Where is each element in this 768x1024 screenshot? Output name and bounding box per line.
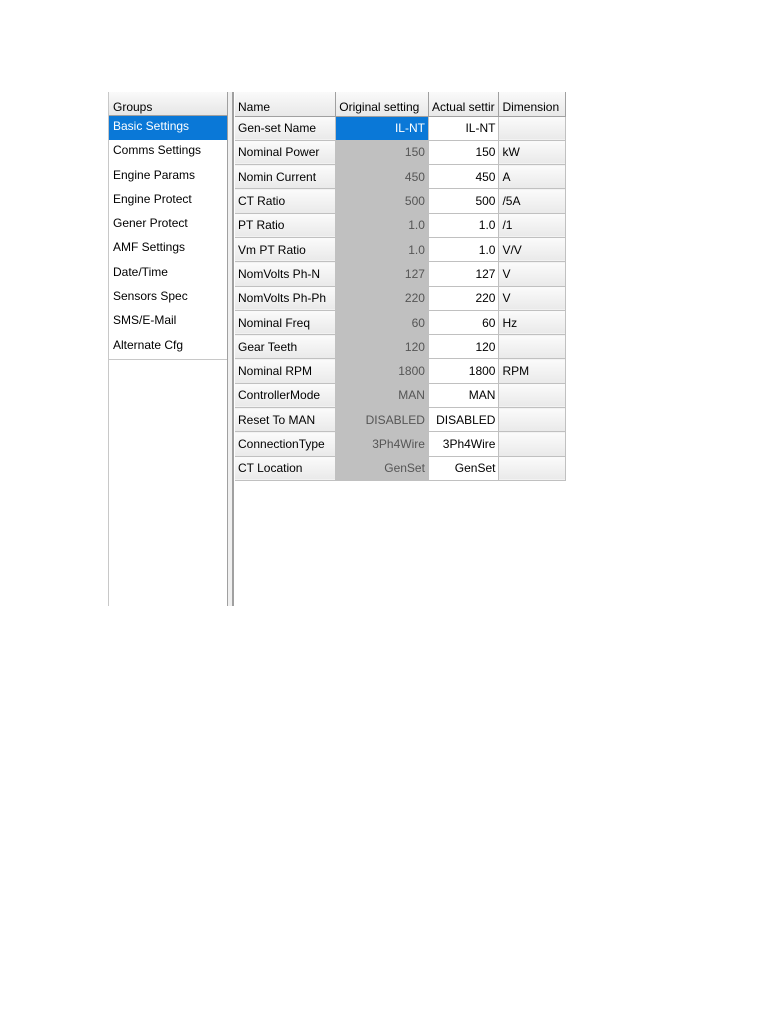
setting-name-cell: PT Ratio — [235, 213, 336, 237]
dimension-cell: /5A — [499, 189, 566, 213]
column-header-dimension[interactable]: Dimension — [499, 92, 566, 116]
original-setting-cell: 1.0 — [336, 213, 429, 237]
original-setting-cell: GenSet — [336, 456, 429, 480]
table-row[interactable] — [235, 165, 566, 189]
table-row[interactable] — [235, 189, 566, 213]
actual-setting-cell[interactable]: DISABLED — [428, 408, 499, 432]
original-setting-cell: 220 — [336, 286, 429, 310]
table-row[interactable] — [235, 359, 566, 383]
table-row[interactable] — [235, 383, 566, 407]
dimension-cell — [499, 335, 566, 359]
table-row[interactable] — [235, 310, 566, 334]
setting-name-cell: ControllerMode — [235, 383, 336, 407]
table-row[interactable] — [235, 286, 566, 310]
dimension-cell — [499, 456, 566, 480]
groups-panel — [108, 92, 228, 606]
original-setting-cell: IL-NT — [336, 116, 429, 140]
setting-name-cell: CT Location — [235, 456, 336, 480]
dimension-cell — [499, 432, 566, 456]
setting-name-cell: Nominal Freq — [235, 310, 336, 334]
original-setting-cell: 1.0 — [336, 237, 429, 261]
setting-name-cell: Gen-set Name — [235, 116, 336, 140]
dimension-cell — [499, 408, 566, 432]
setting-name-cell: Reset To MAN — [235, 408, 336, 432]
original-setting-cell: 150 — [336, 140, 429, 164]
dimension-cell — [499, 116, 566, 140]
setting-name-cell: Nomin Current — [235, 165, 336, 189]
table-row[interactable] — [235, 213, 566, 237]
group-item[interactable]: Date/Time — [113, 264, 168, 279]
group-item[interactable]: Gener Protect — [113, 216, 188, 231]
group-item[interactable]: Sensors Spec — [113, 289, 188, 304]
actual-setting-cell[interactable]: IL-NT — [428, 116, 499, 140]
actual-setting-cell[interactable]: MAN — [428, 383, 499, 407]
actual-setting-cell[interactable]: 220 — [428, 286, 499, 310]
dimension-cell: kW — [499, 140, 566, 164]
table-row[interactable] — [235, 140, 566, 164]
dimension-cell: V — [499, 286, 566, 310]
setting-name-cell: Vm PT Ratio — [235, 237, 336, 261]
dimension-cell: A — [499, 165, 566, 189]
table-header-row — [235, 92, 566, 116]
setting-name-cell: NomVolts Ph-Ph — [235, 286, 336, 310]
dimension-cell: V/V — [499, 237, 566, 261]
original-setting-cell: 127 — [336, 262, 429, 286]
original-setting-cell: 1800 — [336, 359, 429, 383]
actual-setting-cell[interactable]: 60 — [428, 310, 499, 334]
group-item[interactable]: Engine Params — [113, 167, 196, 182]
actual-setting-cell[interactable]: 3Ph4Wire — [428, 432, 499, 456]
groups-header[interactable]: Groups — [109, 92, 227, 116]
setting-name-cell: CT Ratio — [235, 189, 336, 213]
setting-name-cell: ConnectionType — [235, 432, 336, 456]
original-setting-cell: 500 — [336, 189, 429, 213]
group-item[interactable]: AMF Settings — [113, 240, 186, 255]
actual-setting-cell[interactable]: 120 — [428, 335, 499, 359]
table-row[interactable] — [235, 456, 566, 480]
dimension-cell: Hz — [499, 310, 566, 334]
setting-name-cell: NomVolts Ph-N — [235, 262, 336, 286]
setting-name-cell: Nominal RPM — [235, 359, 336, 383]
original-setting-cell: DISABLED — [336, 408, 429, 432]
group-item[interactable]: Engine Protect — [113, 191, 192, 206]
settings-window — [108, 92, 578, 606]
column-header-original-setting[interactable]: Original setting — [336, 92, 429, 116]
group-item[interactable]: Basic Settings — [109, 116, 227, 140]
table-row[interactable] — [235, 432, 566, 456]
settings-table — [235, 92, 566, 481]
original-setting-cell: 450 — [336, 165, 429, 189]
table-row[interactable] — [235, 237, 566, 261]
actual-setting-cell[interactable]: 1.0 — [428, 213, 499, 237]
actual-setting-cell[interactable]: 127 — [428, 262, 499, 286]
group-item[interactable]: Alternate Cfg — [113, 337, 184, 352]
table-row[interactable] — [235, 408, 566, 432]
original-setting-cell: MAN — [336, 383, 429, 407]
group-list — [109, 116, 227, 360]
settings-grid-panel — [233, 92, 578, 606]
dimension-cell: /1 — [499, 213, 566, 237]
actual-setting-cell[interactable]: 1.0 — [428, 237, 499, 261]
dimension-cell: RPM — [499, 359, 566, 383]
actual-setting-cell[interactable]: 150 — [428, 140, 499, 164]
table-row[interactable] — [235, 262, 566, 286]
setting-name-cell: Nominal Power — [235, 140, 336, 164]
group-item[interactable]: SMS/E-Mail — [113, 313, 177, 328]
group-item[interactable]: Comms Settings — [113, 143, 202, 158]
original-setting-cell: 120 — [336, 335, 429, 359]
table-row[interactable] — [235, 335, 566, 359]
original-setting-cell: 3Ph4Wire — [336, 432, 429, 456]
column-header-name[interactable]: Name — [235, 92, 336, 116]
actual-setting-cell[interactable]: 1800 — [428, 359, 499, 383]
setting-name-cell: Gear Teeth — [235, 335, 336, 359]
dimension-cell: V — [499, 262, 566, 286]
actual-setting-cell[interactable]: 450 — [428, 165, 499, 189]
actual-setting-cell[interactable]: GenSet — [428, 456, 499, 480]
dimension-cell — [499, 383, 566, 407]
actual-setting-cell[interactable]: 500 — [428, 189, 499, 213]
column-header-actual-setting[interactable]: Actual settir — [428, 92, 499, 116]
settings-table-body — [235, 116, 566, 480]
original-setting-cell: 60 — [336, 310, 429, 334]
table-row[interactable] — [235, 116, 566, 140]
